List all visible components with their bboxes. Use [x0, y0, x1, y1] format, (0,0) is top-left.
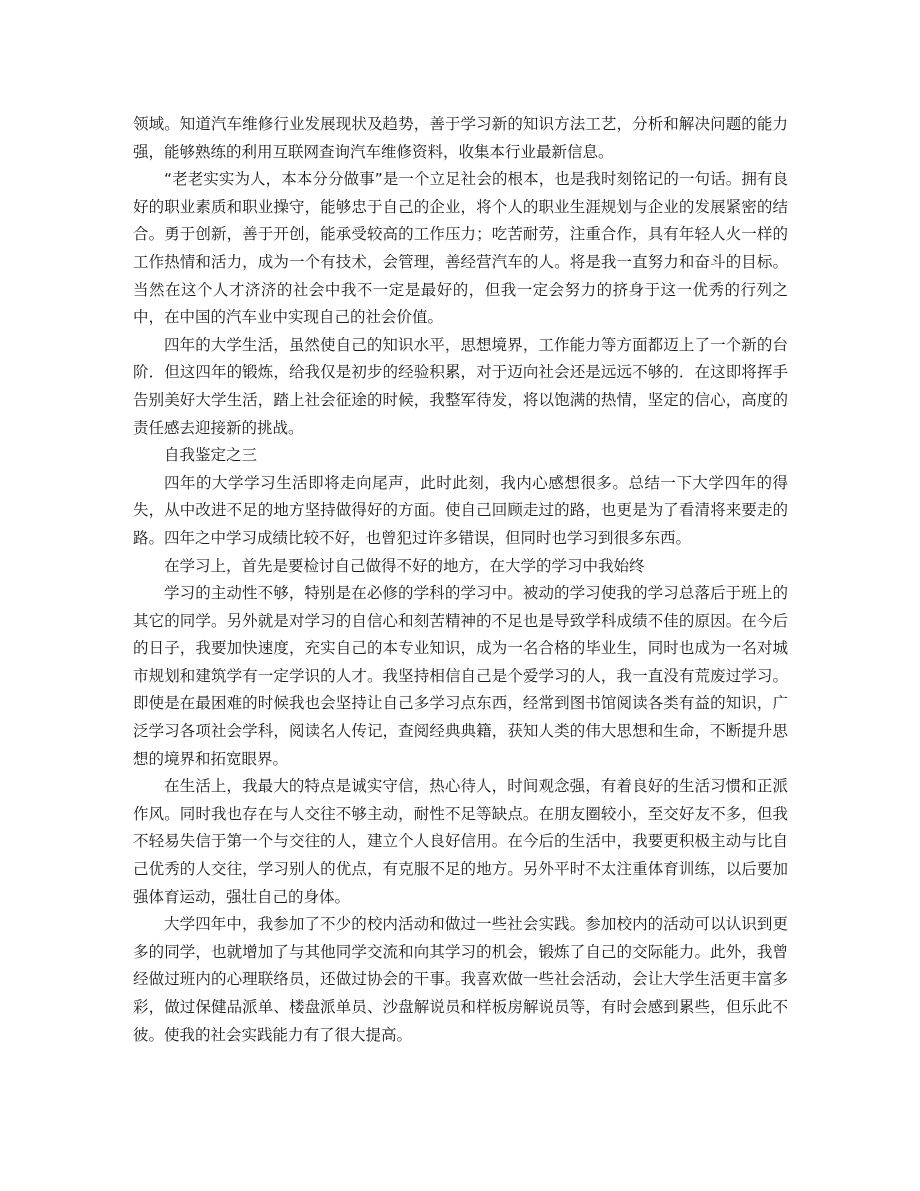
- paragraph-study-intro: 在学习上，首先是要检讨自己做得不好的地方，在大学的学习中我始终: [164, 556, 645, 575]
- paragraph-university-life: 四年的大学生活，虽然使自己的知识水平，思想境界，工作能力等方面都迈上了一个新的台阶．但这四年的锻炼，给我仅是初步的经验积累，对于迈向社会还是远远不够的．在这即将挥手告别美好大学生活，踏上社会征途的时候，我整军待发，将以饱满的热情，坚定的信心，高度的责任感去迎接新的挑战。: [133, 335, 788, 437]
- paragraph-motto: “老老实实为人，本本分分做事”是一个立足社会的根本，也是我时刻铭记的一句话。拥有良好的职业素质和职业操守，能够忠于自己的企业，将个人的职业生涯规划与企业的发展紧密的结合。勇于创新，善于开创，能承受较高的工作压力；吃苦耐劳，注重合作，具有年轻人火一样的工作热情和活力，成为一个有技术，会管理，善经营汽车的人。将是我一直努力和奋斗的目标。当然在这个人才济济的社会中我不一定是最好的，但我一定会努力的挤身于这一优秀的行列之中，在中国的汽车业中实现自己的社会价值。: [133, 170, 788, 327]
- section-heading: 自我鉴定之三: [164, 446, 258, 465]
- paragraph-study: 学习的主动性不够，特别是在必修的学科的学习中。被动的学习使我的学习总落后于班上的其它的同学。另外就是对学习的自信心和刻苦精神的不足也是导致学科成绩不佳的原因。在今后的日子，我要加快速度，充实自己的本专业知识，成为一名合格的毕业生，同时也成为一名对城市规划和建筑学有一定学识的人才。我坚持相信自己是个爱学习的人，我一直没有荒废过学习。即使是在最困难的时候我也会坚持让自己多学习点东西，经常到图书馆阅读各类有益的知识，广泛学习各项社会学科，阅读名人传记，查阅经典典籍，获知人类的伟大思想和生命，不断提升思想的境界和拓宽眼界。: [133, 584, 788, 768]
- paragraph-summary: 四年的大学学习生活即将走向尾声，此时此刻，我内心感想很多。总结一下大学四年的得失，从中改进不足的地方坚持做得好的方面。使自己回顾走过的路，也更是为了看清将来要走的路。四年之中学习成绩比较不好，也曾犯过许多错误，但同时也学习到很多东西。: [133, 473, 788, 547]
- paragraph-continuation: 领域。知道汽车维修行业发展现状及趋势，善于学习新的知识方法工艺，分析和解决问题的能力强，能够熟练的利用互联网查询汽车维修资料，收集本行业最新信息。: [133, 115, 788, 161]
- document-body: [133, 111, 788, 1049]
- paragraph-life: 在生活上，我最大的特点是诚实守信，热心待人，时间观念强，有着良好的生活习惯和正派作风。同时我也存在与人交往不够主动，耐性不足等缺点。在朋友圈较小，至交好友不多，但我不轻易失信于第一个与交往的人，建立个人良好信用。在今后的生活中，我要更积极主动与比自己优秀的人交往，学习别人的优点，有克服不足的地方。另外平时不太注重体育训练，以后要加强体育运动，强壮自己的身体。: [133, 777, 788, 906]
- paragraph-activities: 大学四年中，我参加了不少的校内活动和做过一些社会实践。参加校内的活动可以认识到更多的同学，也就增加了与其他同学交流和向其学习的机会，锻炼了自己的交际能力。此外，我曾经做过班内的心理联络员，还做过协会的干事。我喜欢做一些社会活动，会让大学生活更丰富多彩，做过保健品派单、楼盘派单员、沙盘解说员和样板房解说员等，有时会感到累些，但乐此不彼。使我的社会实践能力有了很大提高。: [133, 915, 788, 1044]
